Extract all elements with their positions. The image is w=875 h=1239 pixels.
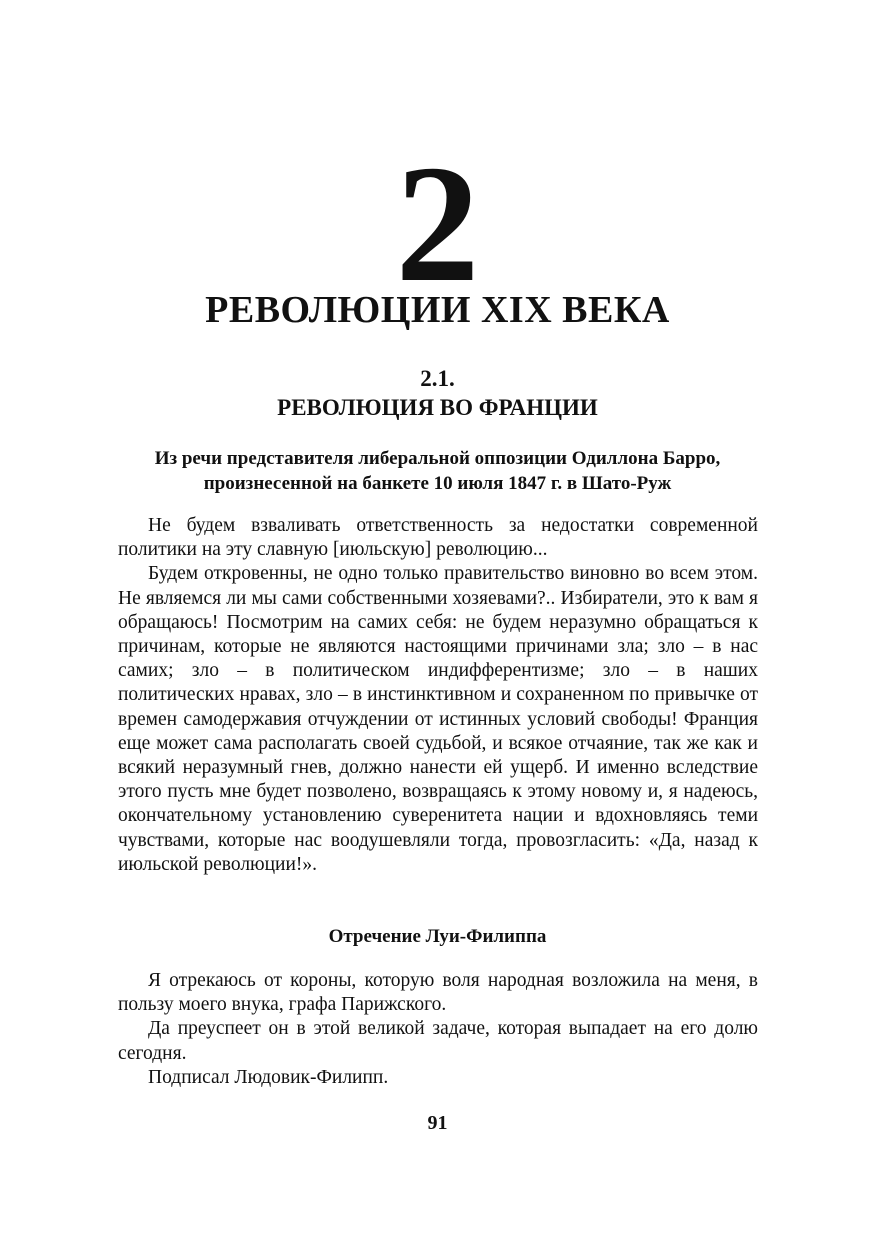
section-title: РЕВОЛЮЦИЯ ВО ФРАНЦИИ bbox=[277, 395, 598, 420]
page-number: 91 bbox=[427, 1112, 448, 1134]
paragraph: Я отрекаюсь от короны, которую воля народная возложила на меня, в пользу моего внука, графа Парижского. bbox=[118, 970, 758, 1016]
paragraph: Да преуспеет он в этой великой задаче, которая выпадает на его долю сегодня. bbox=[118, 1018, 758, 1064]
chapter-number: 2 bbox=[395, 131, 480, 317]
chapter-title: РЕВОЛЮЦИИ XIX ВЕКА bbox=[205, 289, 670, 331]
paragraph: Подписал Людовик-Филипп. bbox=[148, 1066, 389, 1088]
document-body-abdication bbox=[118, 969, 758, 1090]
paragraph: Не будем взваливать ответственность за недостатки современной политики на эту славную [июльскую] революцию... bbox=[118, 515, 758, 561]
document-body-barrot-speech bbox=[118, 514, 758, 877]
document-heading-barrot-speech: Из речи представителя либеральной оппозиции Одиллона Барро, произнесенной на банкете 10 июля 1847 г. в Шато-Руж bbox=[154, 448, 721, 494]
paragraph: Будем откровенны, не одно только правительство виновно во всем этом. Не являемся ли мы сами собственными хозяевами?.. Избиратели, это к вам я обращаюсь! Посмотрим на самих себя: не будем неразумно обращаться к причинам, которые не являются настоящими причинами зла; зло – в нас самих; зло – в политическом индифферентизме; зло – в наших политических нравах, зло – в инстинктивном и сохраненном по привычке от времен самодержавия отчуждении от истинных условий свободы! Франция еще может сама располагать своей судьбой, и всякое отчаяние, так же как и всякий неразумный гнев, должно нанести ей ущерб. И именно вследствие этого пусть мне будет позволено, возвращаясь к этому новому и, я надеюсь, окончательному установлению суверенитета нации и вдохновляясь теми чувствами, которые нас воодушевляли тогда, провозгласить: «Да, назад к июльской революции!». bbox=[118, 563, 758, 875]
section-number: 2.1. bbox=[420, 366, 455, 391]
document-heading-abdication: Отречение Луи-Филиппа bbox=[328, 926, 547, 947]
